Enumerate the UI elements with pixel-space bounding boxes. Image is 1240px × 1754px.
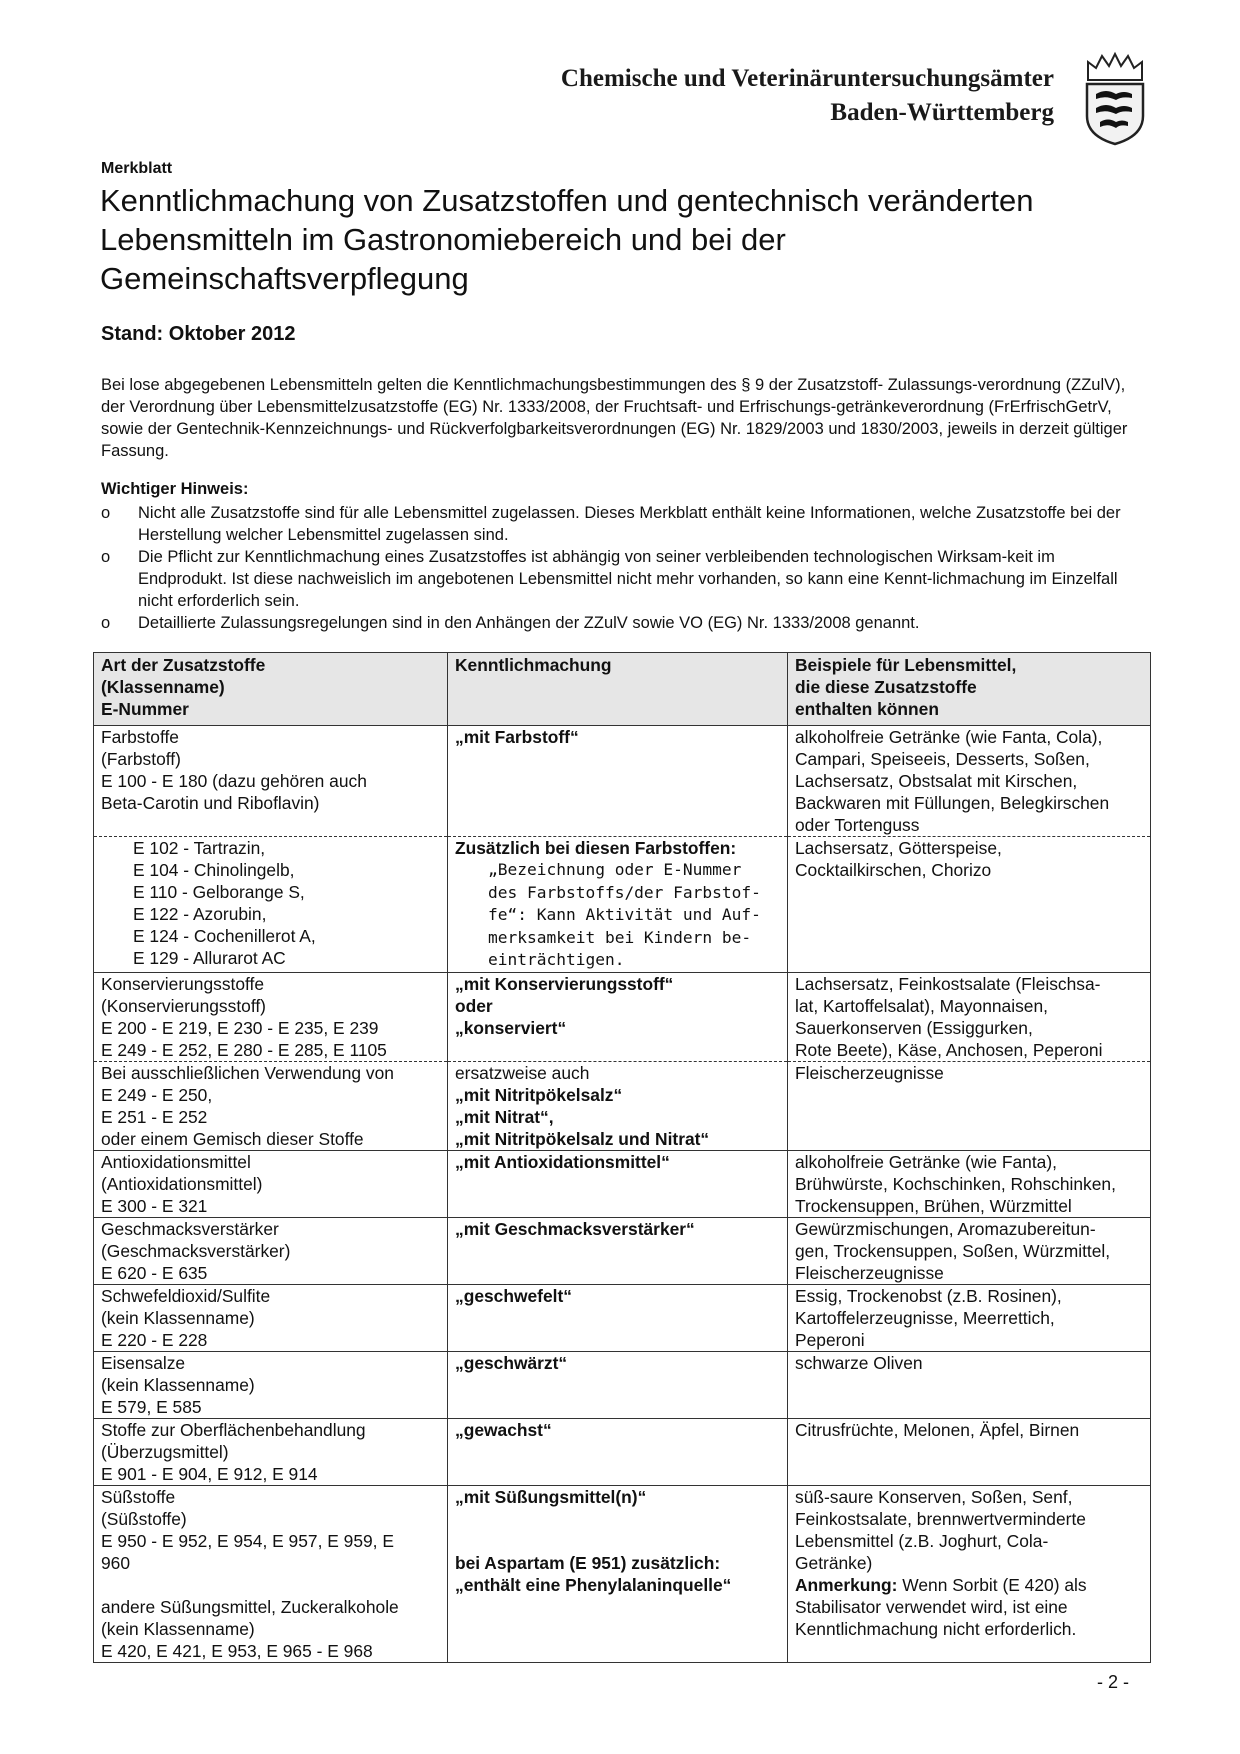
- cell-additive: [94, 1150, 448, 1217]
- cell-labelling: [448, 1485, 788, 1662]
- cell-line: E 220 - E 228: [101, 1329, 208, 1350]
- cell-line: Brühwürste, Kochschinken, Rohschinken,: [795, 1173, 1116, 1194]
- header-line: E-Nummer: [101, 699, 189, 719]
- cell-line: E 122 - Azorubin,: [133, 904, 267, 924]
- cell-line: Zusätzlich bei diesen Farbstoffen:: [455, 838, 737, 858]
- cell-line: „geschwefelt“: [455, 1285, 572, 1306]
- spacer: [101, 1574, 447, 1596]
- cell-line: (kein Klassenname): [101, 1374, 255, 1395]
- cell-line: „mit Farbstoff“: [455, 727, 579, 747]
- cell-line: E 110 - Gelborange S,: [133, 882, 305, 902]
- document-type-label: Merkblatt: [101, 160, 173, 177]
- cell-examples: [788, 1150, 1151, 1217]
- cell-line: E 200 - E 219, E 230 - E 235, E 239: [101, 1017, 379, 1038]
- cell-line: bei Aspartam (E 951) zusätzlich:: [455, 1552, 721, 1573]
- cell-line: (Überzugsmittel): [101, 1441, 229, 1462]
- cell-additive: [94, 1418, 448, 1485]
- cell-line: E 102 - Tartrazin,: [133, 838, 266, 858]
- cell-line: Schwefeldioxid/Sulfite: [101, 1285, 271, 1306]
- cell-labelling: [448, 972, 788, 1061]
- cell-line: andere Süßungsmittel, Zuckeralkohole: [101, 1596, 399, 1617]
- intro-paragraph: Bei lose abgegebenen Lebensmitteln gelten die Kenntlichmachungsbestimmungen des § 9 der Zusatzstoff- Zulassungs-verordnung (ZZulV), der Verordnung über Lebensmittelzusatzstoffe (EG) Nr. 1333/2008, der Fruchtsaft- und Erfrischungs-getränkeverordnung (FrErfrischGetrV, sowie der Gentechnik-Kennzeichnungs- und Rückverfolgbarkeitsverordnungen (EG) Nr. 1829/2003 und 1830/2003, jeweils in derzeit gültiger Fassung.: [101, 376, 1128, 460]
- authority-line-1: Chemische und Veterinäruntersuchungsämter: [560, 65, 1054, 92]
- cell-line: „mit Nitrat“,: [455, 1106, 554, 1127]
- cell-labelling: [448, 1418, 788, 1485]
- cell-labelling: [448, 726, 788, 837]
- cell-line: „mit Konservierungsstoff“: [455, 973, 674, 994]
- cell-additive: [94, 1217, 448, 1284]
- cell-line: Trockensuppen, Brühen, Würzmittel: [795, 1195, 1072, 1216]
- cell-line: Rote Beete), Käse, Anchosen, Peperoni: [795, 1039, 1103, 1060]
- notes-list: [101, 502, 1141, 634]
- column-header-labelling: [448, 653, 788, 726]
- cell-line: E 300 - E 321: [101, 1195, 208, 1216]
- header-line: Kenntlichmachung: [455, 655, 612, 675]
- cell-line: Lachsersatz, Obstsalat mit Kirschen,: [795, 771, 1078, 791]
- table-row: [94, 972, 1151, 1061]
- cell-line: „mit Antioxidationsmittel“: [455, 1151, 670, 1172]
- cell-line: Gewürzmischungen, Aromazubereitun-: [795, 1218, 1096, 1239]
- cell-line: E 579, E 585: [101, 1396, 202, 1417]
- cell-line: Eisensalze: [101, 1352, 186, 1373]
- document-title: Kenntlichmachung von Zusatzstoffen und gentechnisch veränderten Lebensmitteln im Gastronomiebereich und bei der Gemeinschaftsverpflegung: [100, 183, 1034, 296]
- list-item: [101, 546, 1141, 612]
- cell-examples: [788, 1351, 1151, 1418]
- cell-additive: [94, 1485, 448, 1662]
- bullet-icon: o: [101, 614, 111, 632]
- cell-line: E 251 - E 252: [101, 1106, 208, 1127]
- cell-examples: [788, 1284, 1151, 1351]
- cell-line: E 100 - E 180 (dazu gehören auch: [101, 771, 367, 791]
- cell-line: Cocktailkirschen, Chorizo: [795, 860, 992, 880]
- cell-labelling: [448, 1284, 788, 1351]
- cell-examples: [788, 1061, 1151, 1150]
- header-line: enthalten können: [795, 699, 939, 719]
- bullet-icon: o: [101, 504, 111, 522]
- additives-table: [93, 652, 1151, 1663]
- header-line: Art der Zusatzstoffe: [101, 655, 266, 675]
- note-text: Detaillierte Zulassungsregelungen sind in den Anhängen der ZZulV sowie VO (EG) Nr. 1333/2008 genannt.: [138, 614, 920, 632]
- cell-line: Beta-Carotin und Riboflavin): [101, 793, 320, 813]
- cell-line: alkoholfreie Getränke (wie Fanta),: [795, 1151, 1057, 1172]
- cell-line: E 249 - E 252, E 280 - E 285, E 1105: [101, 1039, 387, 1060]
- cell-line: merksamkeit bei Kindern be-: [488, 927, 752, 947]
- cell-line: „mit Nitritpökelsalz und Nitrat“: [455, 1128, 710, 1149]
- cell-line: Kenntlichmachung nicht erforderlich.: [795, 1618, 1077, 1639]
- cell-line: Stabilisator verwendet wird, ist eine: [795, 1596, 1068, 1617]
- cell-line: Stoffe zur Oberflächenbehandlung: [101, 1419, 366, 1440]
- document-date: Stand: Oktober 2012: [101, 323, 296, 345]
- cell-line: Fleischerzeugnisse: [795, 1262, 944, 1283]
- cell-line: des Farbstoffs/der Farbstof-: [488, 882, 761, 902]
- coat-of-arms-icon: [1082, 50, 1148, 146]
- cell-labelling: [448, 1150, 788, 1217]
- cell-additive: [94, 1351, 448, 1418]
- cell-line: Konservierungsstoffe: [101, 973, 265, 994]
- cell-line: E 124 - Cochenillerot A,: [133, 926, 316, 946]
- cell-line: E 129 - Allurarot AC: [133, 948, 286, 968]
- cell-line: Lachsersatz, Götterspeise,: [795, 838, 1002, 858]
- cell-examples: [788, 1217, 1151, 1284]
- cell-line: Feinkostsalate, brennwertverminderte: [795, 1508, 1086, 1529]
- cell-labelling: [448, 1351, 788, 1418]
- cell-line: Geschmacksverstärker: [101, 1218, 279, 1239]
- cell-line: „Bezeichnung oder E-Nummer: [488, 860, 742, 879]
- cell-line: E 420, E 421, E 953, E 965 - E 968: [101, 1640, 373, 1661]
- cell-labelling: [448, 1217, 788, 1284]
- cell-line: Essig, Trockenobst (z.B. Rosinen),: [795, 1285, 1062, 1306]
- cell-additive: [94, 972, 448, 1061]
- table-row: [94, 1284, 1151, 1351]
- cell-line: einträchtigen.: [488, 950, 625, 969]
- cell-line: Süßstoffe: [101, 1486, 176, 1507]
- list-item: [101, 502, 1141, 546]
- authority-line-2: Baden-Württemberg: [830, 99, 1054, 126]
- cell-line: (kein Klassenname): [101, 1307, 255, 1328]
- table-row: [94, 1150, 1151, 1217]
- cell-line: „mit Geschmacksverstärker“: [455, 1218, 695, 1239]
- spacer: [455, 1508, 787, 1530]
- spacer: [455, 1530, 787, 1552]
- table-row: [94, 837, 1151, 973]
- note-heading: Wichtiger Hinweis:: [101, 480, 249, 498]
- table-row: [94, 1418, 1151, 1485]
- cell-line: E 249 - E 250,: [101, 1084, 213, 1105]
- cell-line: „gewachst“: [455, 1419, 552, 1440]
- note-text: Nicht alle Zusatzstoffe sind für alle Lebensmittel zugelassen. Dieses Merkblatt enthält keine Informationen, welche Zusatzstoffe bei der Herstellung welcher Lebensmittel zugelassen sind.: [138, 504, 1121, 544]
- note-text: Die Pflicht zur Kenntlichmachung eines Zusatzstoffes ist abhängig von seiner verbleibenden technologischen Wirksam-keit im Endprodukt. Ist diese nachweislich im angebotenen Lebensmittel nicht mehr vorhanden, so kann eine Kennt-lichmachung im Einzelfall nicht erforderlich sein.: [138, 548, 1118, 610]
- cell-line: Getränke): [795, 1552, 873, 1573]
- cell-line: E 620 - E 635: [101, 1262, 208, 1283]
- cell-examples: [788, 972, 1151, 1061]
- cell-line: lat, Kartoffelsalat), Mayonnaisen,: [795, 995, 1048, 1016]
- table-row: [94, 726, 1151, 837]
- table-row: [94, 1217, 1151, 1284]
- cell-line: (Konservierungsstoff): [101, 995, 266, 1016]
- cell-line: Campari, Speiseeis, Desserts, Soßen,: [795, 749, 1090, 769]
- cell-line: gen, Trockensuppen, Soßen, Würzmittel,: [795, 1240, 1111, 1261]
- cell-line: (Geschmacksverstärker): [101, 1240, 291, 1261]
- table-header-row: [94, 653, 1151, 726]
- page-number: - 2 -: [1097, 1672, 1130, 1692]
- cell-line: Peperoni: [795, 1329, 865, 1350]
- cell-line: (Süßstoffe): [101, 1508, 187, 1529]
- cell-line: Lebensmittel (z.B. Joghurt, Cola-: [795, 1530, 1049, 1551]
- cell-line: oder Tortenguss: [795, 815, 920, 835]
- cell-line: (Antioxidationsmittel): [101, 1173, 263, 1194]
- cell-examples: [788, 1418, 1151, 1485]
- cell-line: Sauerkonserven (Essiggurken,: [795, 1017, 1033, 1038]
- note-label: Anmerkung:: [795, 1574, 898, 1595]
- cell-line: „geschwärzt“: [455, 1352, 568, 1373]
- note-text: Wenn Sorbit (E 420) als: [897, 1574, 1087, 1595]
- cell-additive: [94, 726, 448, 837]
- cell-line: ersatzweise auch: [455, 1062, 590, 1083]
- cell-line: Bei ausschließlichen Verwendung von: [101, 1062, 394, 1083]
- cell-line: fe“: Kann Aktivität und Auf-: [488, 905, 761, 924]
- cell-line: Kartoffelerzeugnisse, Meerrettich,: [795, 1307, 1055, 1328]
- bullet-icon: o: [101, 548, 111, 566]
- cell-line: E 950 - E 952, E 954, E 957, E 959, E: [101, 1530, 394, 1551]
- cell-line: (Farbstoff): [101, 749, 181, 769]
- cell-line: alkoholfreie Getränke (wie Fanta, Cola),: [795, 727, 1103, 747]
- list-item: [101, 612, 1141, 634]
- cell-line: süß-saure Konserven, Soßen, Senf,: [795, 1486, 1073, 1507]
- cell-line: oder: [455, 995, 493, 1016]
- cell-line: Citrusfrüchte, Melonen, Äpfel, Birnen: [795, 1419, 1080, 1440]
- cell-line: „mit Süßungsmittel(n)“: [455, 1486, 647, 1507]
- cell-examples: [788, 726, 1151, 837]
- cell-line: „konserviert“: [455, 1017, 567, 1038]
- cell-additive: [94, 1061, 448, 1150]
- cell-line: schwarze Oliven: [795, 1352, 923, 1373]
- cell-line: Fleischerzeugnisse: [795, 1062, 944, 1083]
- cell-additive: [94, 1284, 448, 1351]
- cell-labelling: [448, 837, 788, 973]
- column-header-examples: [788, 653, 1151, 726]
- issuing-authority: [561, 62, 1054, 130]
- cell-line: [795, 1574, 1150, 1596]
- cell-line: (kein Klassenname): [101, 1618, 255, 1639]
- cell-labelling: [448, 1061, 788, 1150]
- cell-line: Backwaren mit Füllungen, Belegkirschen: [795, 793, 1110, 813]
- cell-line: oder einem Gemisch dieser Stoffe: [101, 1128, 364, 1149]
- cell-examples: [788, 1485, 1151, 1662]
- cell-line: „mit Nitritpökelsalz“: [455, 1084, 623, 1105]
- cell-line: Farbstoffe: [101, 727, 179, 747]
- column-header-additive: [94, 653, 448, 726]
- cell-line: Antioxidationsmittel: [101, 1151, 251, 1172]
- cell-line: 960: [101, 1552, 131, 1573]
- header-line: (Klassenname): [101, 677, 225, 697]
- cell-line: E 901 - E 904, E 912, E 914: [101, 1463, 318, 1484]
- cell-line: „enthält eine Phenylalaninquelle“: [455, 1574, 732, 1595]
- table-row: [94, 1061, 1151, 1150]
- table-row: [94, 1351, 1151, 1418]
- table-row: [94, 1485, 1151, 1662]
- header-line: Beispiele für Lebensmittel,: [795, 655, 1017, 675]
- cell-examples: [788, 837, 1151, 973]
- header-line: die diese Zusatzstoffe: [795, 677, 977, 697]
- cell-additive: [94, 837, 448, 973]
- cell-line: E 104 - Chinolingelb,: [133, 860, 295, 880]
- cell-line: Lachsersatz, Feinkostsalate (Fleischsa-: [795, 973, 1101, 994]
